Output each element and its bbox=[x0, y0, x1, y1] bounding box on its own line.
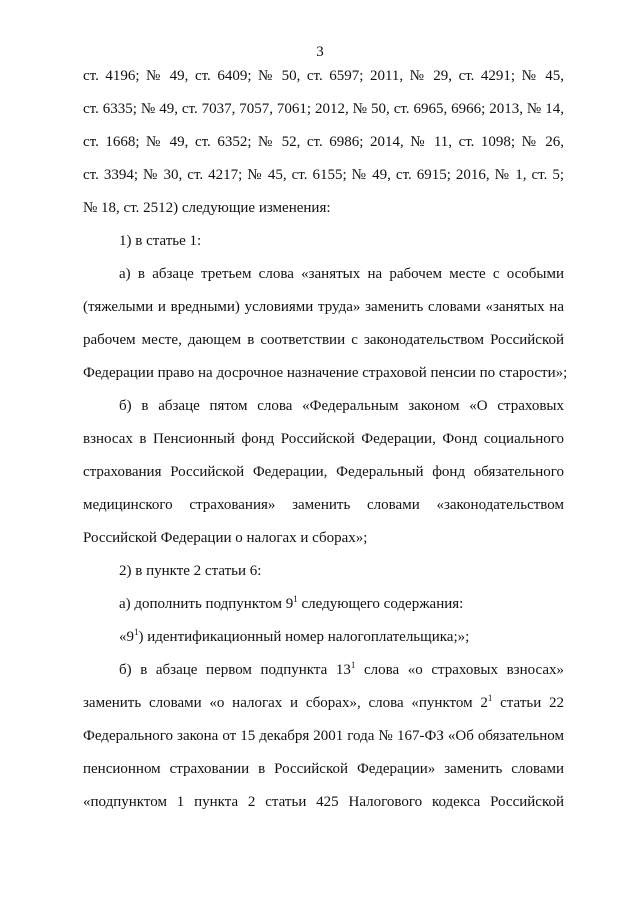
text-line: ст. 3394; № 30, ст. 4217; № 45, ст. 6155; № 49, ст. 6915; 2016, № 1, ст. 5; bbox=[83, 167, 564, 183]
text-line: 1) в статье 1: bbox=[119, 233, 202, 249]
text-line: ст. 4196; № 49, ст. 6409; № 50, ст. 6597; 2011, № 29, ст. 4291; № 45, bbox=[83, 68, 564, 84]
text-line: медицинского страхования» заменить словами «законодательством bbox=[83, 497, 564, 513]
document-body bbox=[83, 60, 568, 819]
text-line: Федерального закона от 15 декабря 2001 года № 167-ФЗ «Об обязательном bbox=[83, 728, 564, 744]
text-line: б) в абзаце первом подпункта $13^1$ слова «о страховых взносах» bbox=[119, 660, 564, 678]
text-line: а) в абзаце третьем слова «занятых на рабочем месте с особыми bbox=[119, 266, 564, 282]
text-line: ст. 6335; № 49, ст. 7037, 7057, 7061; 2012, № 50, ст. 6965, 6966; 2013, № 14, bbox=[83, 101, 564, 117]
text-line: пенсионном страховании в Российской Федерации» заменить словами bbox=[83, 761, 564, 777]
text-line: Федерации право на досрочное назначение страховой пенсии по старости»; bbox=[83, 365, 568, 381]
text-line: взносах в Пенсионный фонд Российской Федерации, Фонд социального bbox=[83, 431, 564, 447]
text-line: «$9^1$) идентификационный номер налогоплательщика;»; bbox=[119, 627, 470, 645]
text-line: 2) в пункте 2 статьи 6: bbox=[119, 563, 262, 579]
text-line: заменить словами «о налогах и сборах», слова «пунктом $2^1$ статьи 22 bbox=[83, 693, 564, 711]
text-line: (тяжелыми и вредными) условиями труда» заменить словами «занятых на bbox=[83, 299, 564, 315]
text-line: ст. 1668; № 49, ст. 6352; № 52, ст. 6986; 2014, № 11, ст. 1098; № 26, bbox=[83, 134, 564, 150]
text-line: Российской Федерации о налогах и сборах»; bbox=[83, 530, 368, 546]
text-line: рабочем месте, дающем в соответствии с законодательством Российской bbox=[83, 332, 564, 348]
text-line: «подпунктом 1 пункта 2 статьи 425 Налогового кодекса Российской bbox=[83, 794, 564, 810]
text-line: страхования Российской Федерации, Федеральный фонд обязательного bbox=[83, 464, 564, 480]
text-line: б) в абзаце пятом слова «Федеральным законом «О страховых bbox=[119, 398, 564, 414]
text-line: а) дополнить подпунктом $9^1$ следующего содержания: bbox=[119, 594, 464, 612]
text-line: № 18, ст. 2512) следующие изменения: bbox=[83, 200, 331, 216]
page-number: 3 bbox=[316, 44, 324, 60]
